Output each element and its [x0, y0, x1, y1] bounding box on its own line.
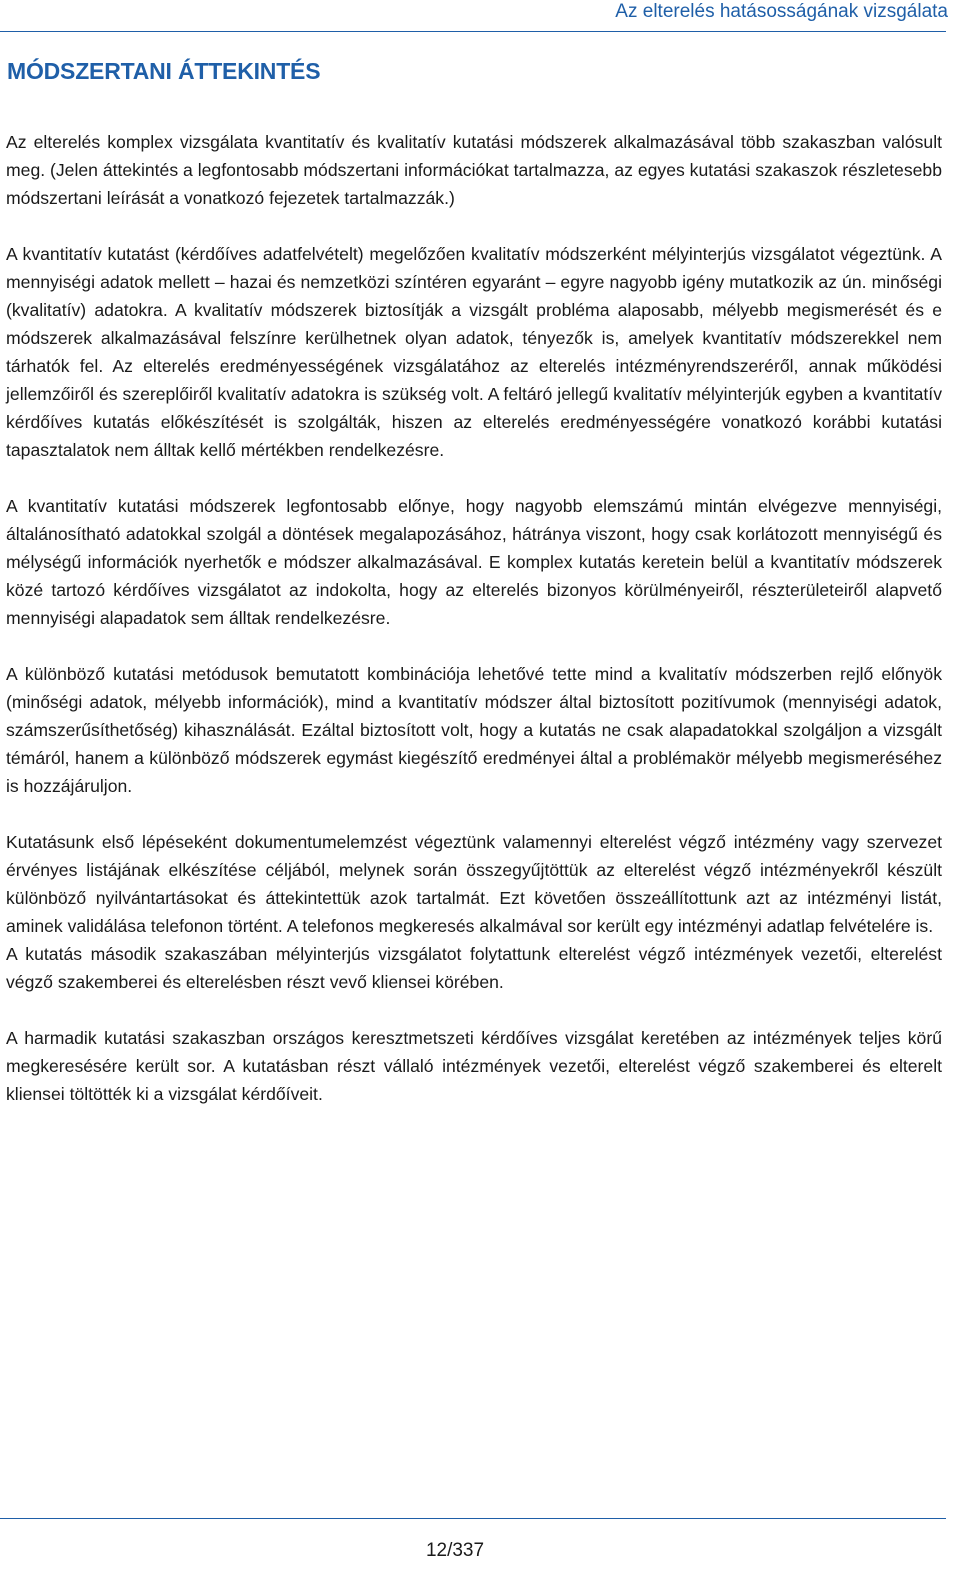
- paragraph-qualitative: A kvantitatív kutatást (kérdőíves adatfelvételt) megelőzően kvalitatív módszerként mélyinterjús vizsgálatot végeztünk. A mennyiségi adatok mellett – hazai és nemzetközi színtéren egyaránt – egyre nagyobb igény mutatkozik az ún. minőségi (kvalitatív) adatokra. A kvalitatív módszerek biztosítják a vizsgált probléma alaposabb, mélyebb megismerését és e módszerek alkalmazásával felszínre kerülhetnek olyan adatok, tényezők is, amelyek kvantitatív módszerekkel nem tárhatók fel. Az elterelés eredményességének vizsgálatához az elterelés intézményrendszeréről, annak működési jellemzőiről és szereplőiről kvalitatív adatokra is szükség volt. A feltáró jellegű kvalitatív mélyinterjúk egyben a kvantitatív kérdőíves kutatás előkészítését is szolgálták, hiszen az elterelés eredményességére vonatkozó korábbi kutatási tapasztalatok nem álltak kellő mértékben rendelkezésre.: [6, 244, 942, 460]
- header-divider: [0, 31, 946, 32]
- page-number: 12/337: [425, 1540, 485, 1561]
- footer-divider: [0, 1518, 946, 1519]
- section-title: MÓDSZERTANI ÁTTEKINTÉS: [7, 58, 321, 84]
- body-text: [6, 128, 942, 1108]
- paragraph-quantitative: A kvantitatív kutatási módszerek legfontosabb előnye, hogy nagyobb elemszámú mintán elvégezve mennyiségi, általánosítható adatokkal szolgál a döntések megalapozásához, hátránya viszont, hogy csak korlátozott mennyiségű és mélységű információk nyerhetők e módszer alkalmazásával. E komplex kutatás keretein belül a kvantitatív módszerek közé tartozó kérdőíves vizsgálatot az indokolta, hogy az elterelés bizonyos körülményeiről, részterületeiről alapvető mennyiségi alapadatok sem álltak rendelkezésre.: [6, 496, 942, 628]
- paragraph-intro: Az elterelés komplex vizsgálata kvantitatív és kvalitatív kutatási módszerek alkalmazásával több szakaszban valósult meg. (Jelen áttekintés a legfontosabb módszertani információkat tartalmazza, az egyes kutatási szakaszok részletesebb módszertani leírását a vonatkozó fejezetek tartalmazzák.): [6, 132, 942, 208]
- running-header-title: Az elterelés hatásosságának vizsgálata: [615, 1, 948, 22]
- paragraph-combination: A különböző kutatási metódusok bemutatott kombinációja lehetővé tette mind a kvalitatív módszerben rejlő előnyök (minőségi adatok, mélyebb információk), mind a kvantitatív módszer által biztosított pozitívumok (mennyiségi adatok, számszerűsíthetőség) kihasználását. Ezáltal biztosított volt, hogy a kutatás ne csak alapadatokkal szolgáljon a vizsgált témáról, hanem a különböző módszerek egymást kiegészítő eredményei által a problémakör mélyebb megismeréséhez is hozzájáruljon.: [6, 664, 942, 796]
- paragraph-second-stage: A kutatás második szakaszában mélyinterjús vizsgálatot folytattunk elterelést végző intézmények vezetői, elterelést végző szakemberei és elterelésben részt vevő kliensei körében.: [6, 944, 942, 992]
- paragraph-third-stage: A harmadik kutatási szakaszban országos keresztmetszeti kérdőíves vizsgálat keretében az intézmények teljes körű megkeresésére került sor. A kutatásban részt vállaló intézmények vezetői, elterelést végző szakemberei és elterelt kliensei töltötték ki a vizsgálat kérdőíveit.: [6, 1028, 942, 1104]
- paragraph-first-stage: Kutatásunk első lépéseként dokumentumelemzést végeztünk valamennyi elterelést végző intézmény vagy szervezet érvényes listájának elkészítése céljából, melynek során összegyűjtöttük az elterelést végző intézményekről készült különböző nyilvántartásokat és áttekintettük azok tartalmát. Ezt követően összeállítottunk azt az intézményi listát, aminek validálása telefonon történt. A telefonos megkeresés alkalmával sor került egy intézményi adatlap felvételére is.: [6, 832, 942, 936]
